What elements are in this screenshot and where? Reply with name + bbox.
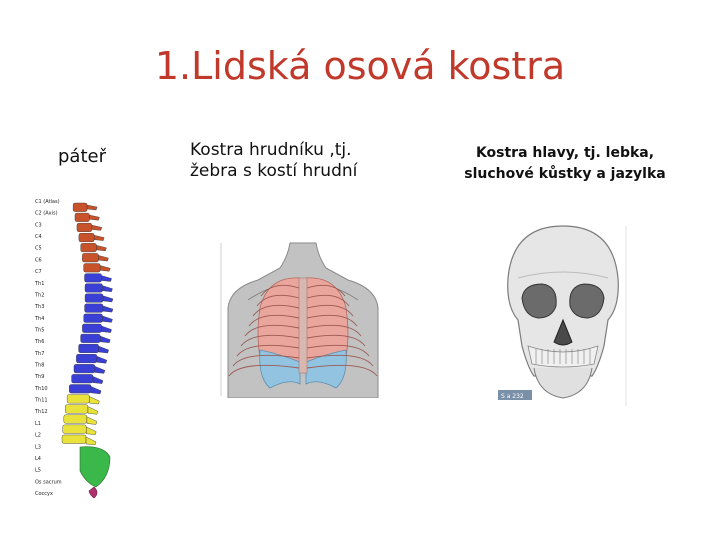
spinous-process [91, 387, 101, 394]
vertebra [74, 364, 95, 373]
spine-level-label: C4 [35, 234, 42, 241]
spinous-process [102, 316, 112, 322]
spine-level-label: L2 [35, 432, 41, 439]
spine-level-label: Th3 [35, 304, 45, 311]
spinous-process [92, 225, 102, 230]
vertebra [65, 405, 88, 414]
skull-caption: S a 232 [501, 393, 524, 400]
spine-level-label: Th1 [35, 280, 45, 287]
spine-level-label: L4 [35, 455, 41, 462]
spinous-process [97, 356, 107, 363]
spinous-process [103, 306, 113, 312]
spinous-process [89, 397, 99, 404]
vertebra [76, 354, 97, 363]
spine-level-label: Os sacrum [35, 479, 62, 486]
spine-level-labels [34, 199, 62, 497]
skull-illustration [498, 218, 628, 408]
spinous-process [102, 276, 112, 282]
spine-level-label: Th10 [35, 385, 48, 392]
vertebra [67, 395, 89, 404]
slide-title: 1.Lidská osová kostra [154, 44, 566, 88]
spinous-process [102, 326, 112, 333]
spine-level-label: Th6 [35, 339, 45, 346]
spine-level-label: L3 [35, 444, 41, 451]
vertebra [77, 223, 92, 232]
vertebra [81, 243, 97, 252]
spine-level-label: C6 [35, 257, 42, 264]
vertebra [85, 304, 103, 313]
skull-label-line-1: Kostra hlavy, tj. lebka, [475, 145, 655, 161]
spinous-process [87, 417, 97, 425]
spine-level-label: C2 (Axis) [35, 210, 58, 217]
vertebra [72, 374, 93, 383]
spinous-process [96, 245, 106, 251]
thorax-label [190, 140, 357, 182]
spinous-process [86, 427, 96, 435]
vertebra [82, 253, 98, 262]
spine-level-label: Coccyx [35, 491, 53, 497]
spine-level-label: Th11 [35, 397, 48, 404]
spine-level-label: L1 [35, 420, 41, 427]
vertebra [79, 344, 99, 353]
vertebra [84, 264, 101, 273]
vertebra [84, 314, 103, 323]
spine-level-label: Th8 [35, 362, 45, 369]
spine-vertebrae [62, 203, 113, 498]
thorax-label-line-1: Kostra hrudníku ,tj. [190, 140, 352, 160]
spine-level-label: C7 [35, 269, 42, 276]
spinous-process [103, 296, 113, 302]
skull-label [440, 143, 690, 185]
spinous-process [88, 407, 98, 415]
spine-level-label: L5 [35, 467, 41, 474]
spine-level-label: Th7 [35, 350, 45, 357]
spinous-process [98, 255, 108, 261]
spine-level-label: Th12 [35, 409, 48, 416]
spine-level-label: Th9 [35, 374, 45, 381]
vertebra [64, 415, 87, 424]
spinous-process [100, 266, 110, 272]
spine-level-label: Th2 [35, 292, 45, 299]
vertebra [62, 435, 86, 444]
spine-level-label: C5 [35, 245, 42, 252]
spinous-process [102, 286, 112, 292]
vertebra [75, 213, 89, 222]
spinous-process [89, 215, 99, 220]
spinous-process [93, 376, 103, 383]
spine-illustration [34, 195, 144, 500]
spinous-process [87, 205, 97, 210]
spine-level-label: C3 [35, 222, 42, 229]
vertebra [85, 284, 102, 293]
spinous-process [86, 437, 96, 445]
coccyx [89, 487, 97, 498]
vertebra [85, 274, 102, 283]
thorax-illustration [218, 238, 388, 398]
spine-level-label: Th4 [35, 315, 45, 322]
vertebra [73, 203, 87, 212]
spinous-process [95, 366, 105, 373]
spinous-process [100, 336, 110, 343]
spine-level-label: Th5 [35, 327, 45, 334]
spinous-process [99, 346, 109, 353]
spine-level-label: C1 (Atlas) [35, 199, 60, 205]
vertebra [69, 385, 91, 394]
vertebra [85, 294, 103, 303]
vertebra [79, 233, 94, 242]
vertebra [81, 334, 101, 343]
spinous-process [94, 235, 104, 240]
vertebra [63, 425, 87, 434]
thorax-label-line-2: žebra s kostí hrudní [190, 161, 358, 181]
os-sacrum [80, 447, 110, 487]
vertebra [82, 324, 101, 333]
spine-label: páteř [58, 146, 106, 167]
skull-label-line-2: sluchové kůstky a jazylka [464, 166, 666, 182]
